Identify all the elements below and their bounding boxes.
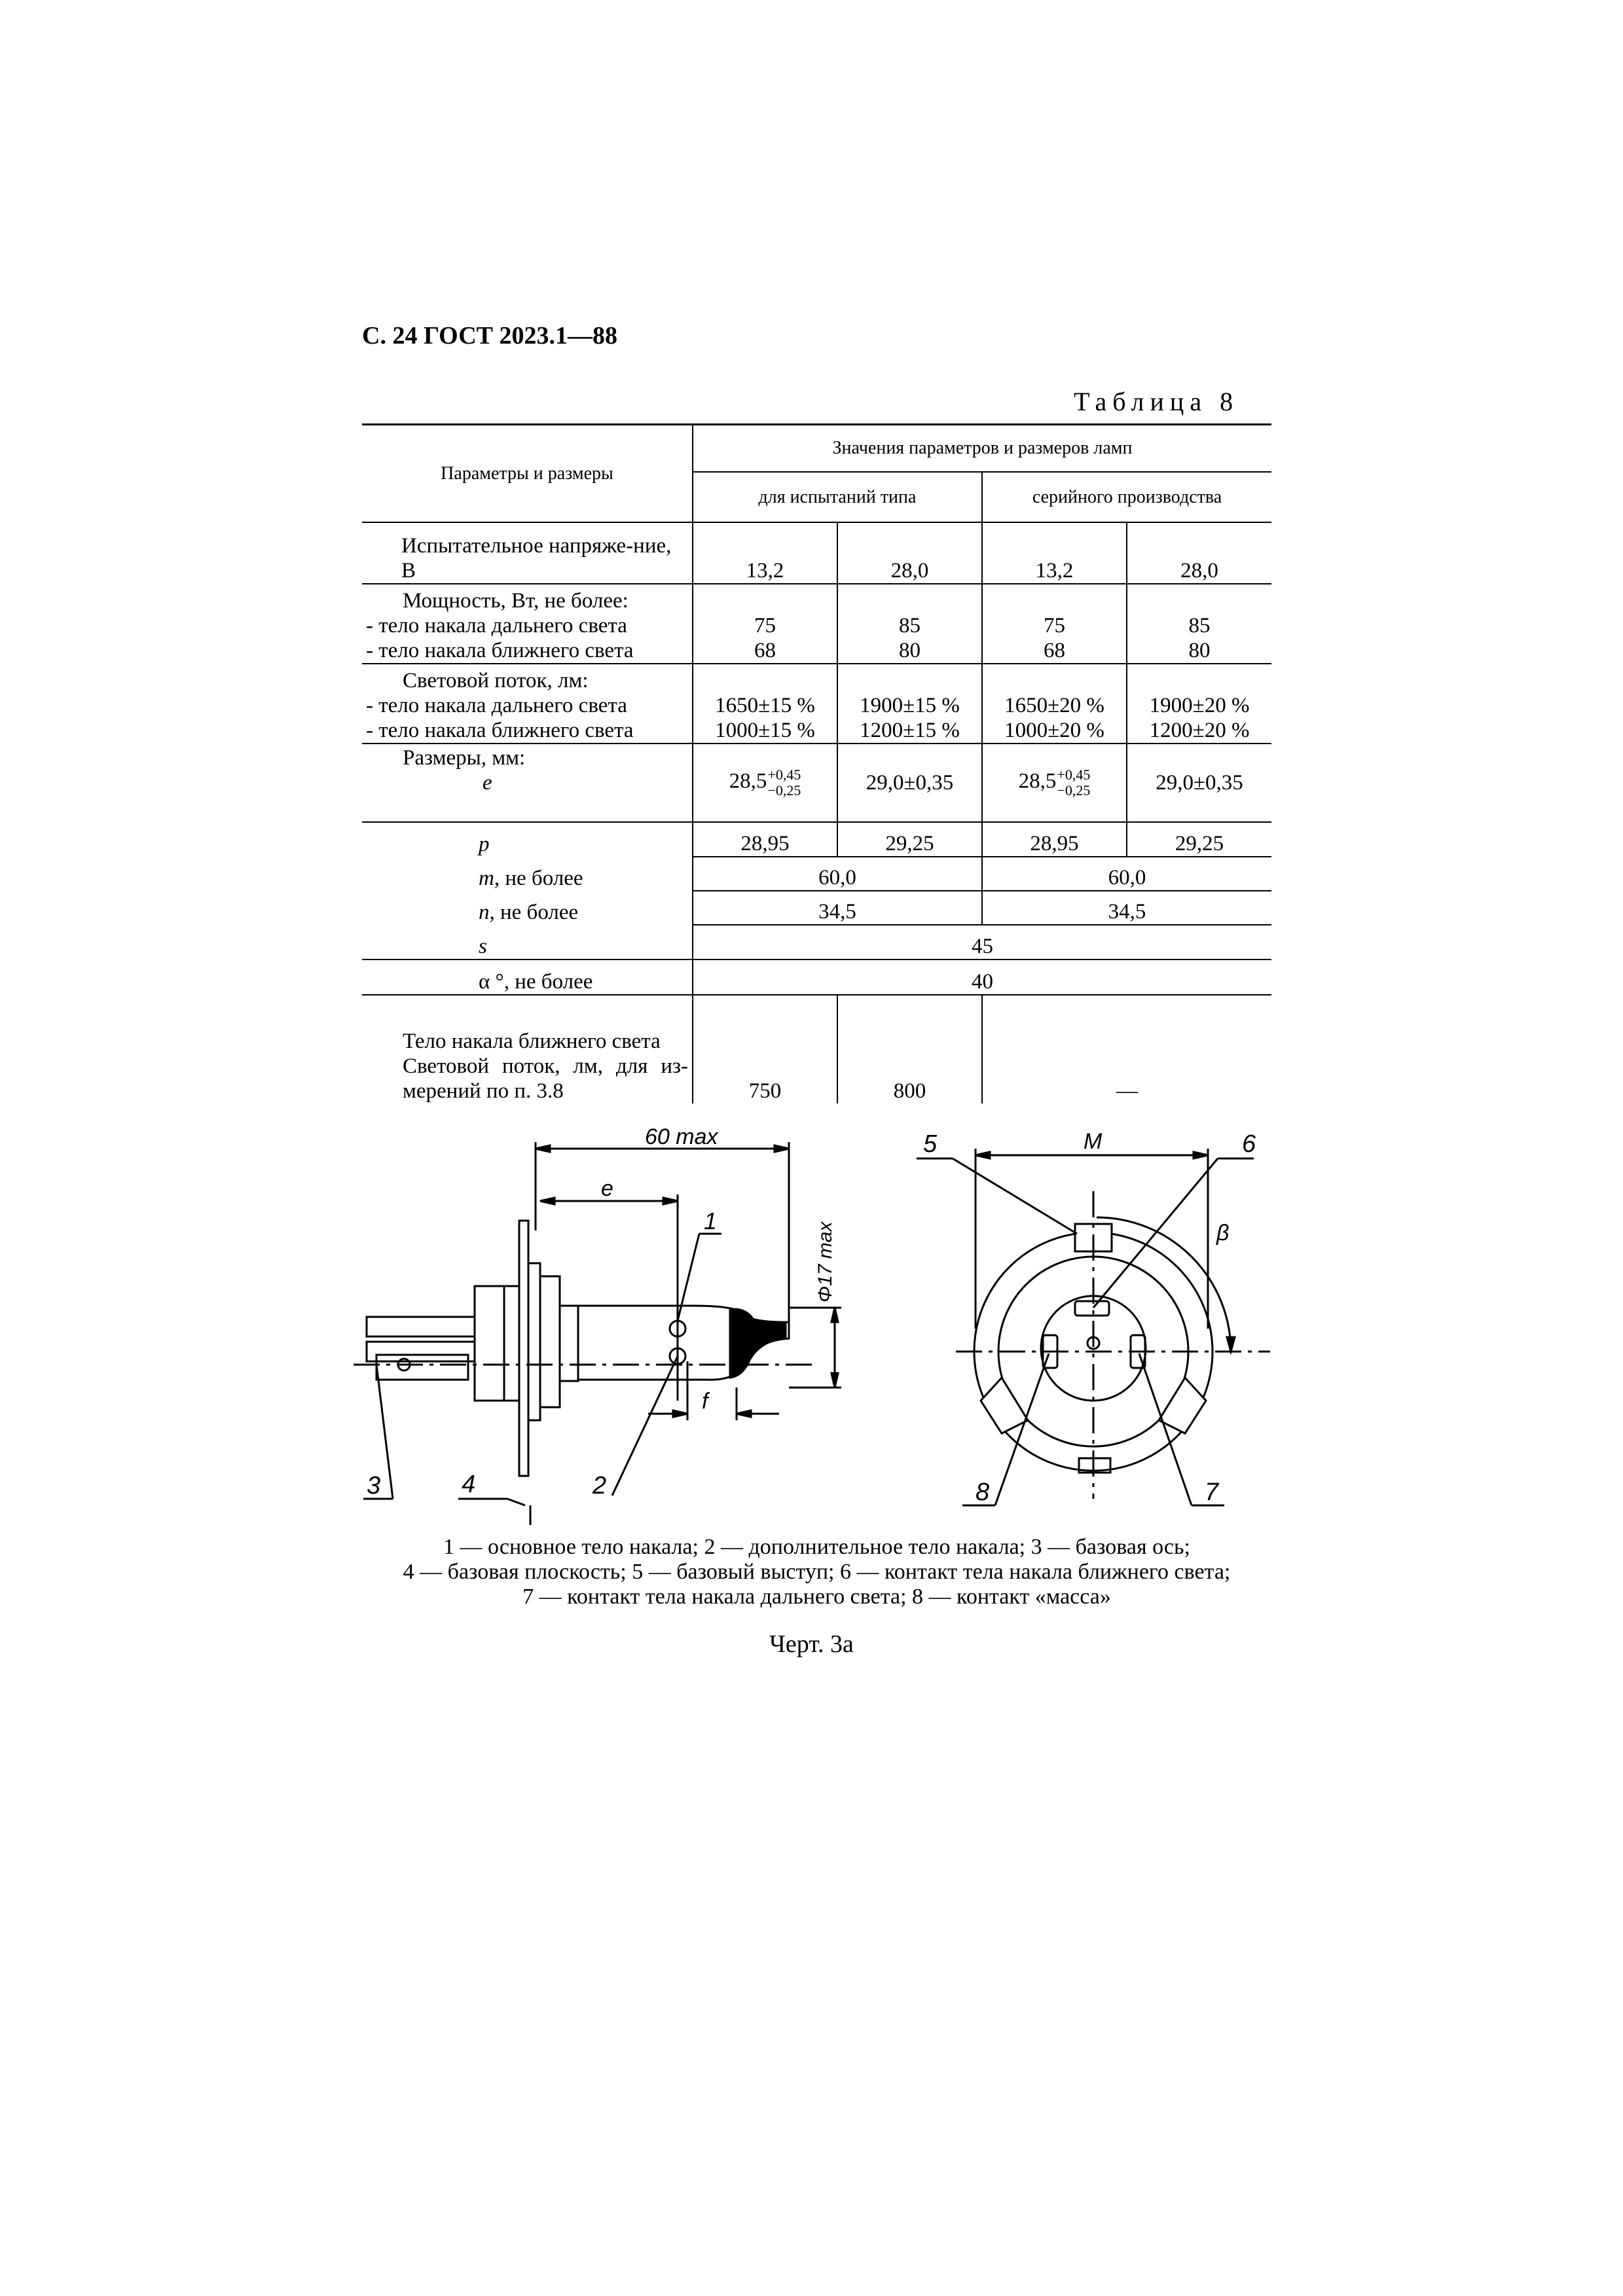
row-label-low-beam: Тело накала ближнего света — [403, 1030, 661, 1053]
tolerance-minus: −0,25 — [767, 782, 801, 798]
cell: 80 — [899, 639, 921, 662]
cell: 34,5 — [982, 891, 1271, 925]
lamp-end-view-drawing — [903, 1113, 1283, 1518]
callout-7: 7 — [1205, 1479, 1219, 1506]
cell: 1650±15 % — [715, 694, 815, 717]
legend-line: 7 — контакт тела накала дальнего света; 8 — контакт «масса» — [522, 1585, 1111, 1609]
col-header-values: Значения параметров и размеров ламп — [693, 425, 1271, 473]
col-header-serial: серийного производства — [982, 472, 1271, 522]
cell: 29,25 — [837, 822, 982, 857]
table-row — [362, 822, 1271, 857]
callout-8: 8 — [976, 1479, 990, 1506]
table-row — [362, 744, 1271, 822]
angle-beta-label: β — [1216, 1221, 1230, 1246]
cell: 28,95 — [693, 822, 837, 857]
table-caption: Таблица 8 — [1074, 387, 1239, 416]
cell: 45 — [693, 925, 1271, 960]
legend-line: 4 — базовая плоскость; 5 — базовый выступ; 6 — контакт тела накала ближнего света; — [403, 1560, 1231, 1584]
dim-phi17-label: Φ17 max — [814, 1221, 836, 1302]
callout-3: 3 — [367, 1472, 381, 1499]
dim-f-label: f — [702, 1389, 708, 1414]
row-label-power: Мощность, Вт, не более: — [403, 589, 629, 613]
cell: 1000±20 % — [1004, 719, 1104, 742]
cell: 80 — [1188, 639, 1211, 662]
row-label-n: n — [479, 901, 490, 924]
row-label-e: e — [483, 771, 492, 795]
callout-6: 6 — [1242, 1130, 1256, 1158]
cell: 1200±20 % — [1149, 719, 1250, 742]
table-row — [362, 664, 1271, 744]
tolerance-plus: +0,45 — [1057, 766, 1091, 783]
parameters-table — [362, 423, 1271, 1103]
table-row — [362, 960, 1271, 995]
cell: 29,25 — [1127, 822, 1271, 857]
cell: 800 — [837, 995, 982, 1103]
lamp-side-view-drawing — [354, 1113, 864, 1532]
cell: 29,0±0,35 — [1127, 744, 1271, 822]
table-row — [362, 857, 1271, 891]
cell: 13,2 — [982, 522, 1127, 584]
row-label-alpha: α °, не более — [362, 960, 693, 995]
cell: 75 — [1044, 614, 1065, 637]
col-header-params: Параметры и размеры — [362, 425, 693, 523]
cell: 13,2 — [693, 522, 837, 584]
cell: 60,0 — [982, 857, 1271, 891]
cell: 75 — [754, 614, 776, 637]
cell: 750 — [693, 995, 837, 1103]
tolerance-minus: −0,25 — [1057, 782, 1091, 798]
row-sublabel: - тело накала ближнего света — [366, 719, 634, 742]
row-label-s: s — [362, 925, 693, 960]
cell: 28,0 — [837, 522, 982, 584]
row-sublabel: - тело накала ближнего света — [366, 639, 634, 662]
row-label-m: m — [479, 867, 494, 890]
cell: 40 — [693, 960, 1271, 995]
cell: 28,5 — [729, 769, 767, 793]
cell: 1200±15 % — [860, 719, 960, 742]
table-row — [362, 995, 1271, 1103]
tolerance-plus: +0,45 — [767, 766, 801, 783]
callout-2: 2 — [593, 1472, 607, 1499]
callout-4: 4 — [462, 1471, 476, 1498]
row-sublabel: - тело накала дальнего света — [366, 614, 627, 637]
table-row — [362, 891, 1271, 925]
row-label-suffix: , не более — [489, 901, 579, 924]
cell: 1000±15 % — [715, 719, 815, 742]
dim-m-label: M — [1084, 1129, 1103, 1154]
callout-5: 5 — [923, 1130, 938, 1158]
cell: 28,95 — [982, 822, 1127, 857]
cell: 1900±20 % — [1149, 694, 1250, 717]
dim-60max-label: 60 max — [645, 1124, 718, 1149]
cell: 68 — [754, 639, 776, 662]
cell: 68 — [1044, 639, 1065, 662]
table-row — [362, 584, 1271, 664]
figure-legend — [362, 1535, 1271, 1609]
row-label-suffix: , не более — [494, 867, 583, 890]
cell: 34,5 — [693, 891, 982, 925]
page-header: С. 24 ГОСТ 2023.1—88 — [362, 322, 617, 350]
legend-line: 1 — основное тело накала; 2 — дополнительное тело накала; 3 — базовая ось; — [443, 1535, 1190, 1559]
table-row — [362, 522, 1271, 584]
cell: 1650±20 % — [1004, 694, 1104, 717]
cell: — — [1116, 1079, 1138, 1103]
cell: 28,5 — [1018, 769, 1057, 793]
cell: 85 — [899, 614, 921, 637]
row-label-low-beam-flux: Световой поток, лм, для из-мерений по п. 3.8 — [403, 1054, 688, 1103]
col-header-type-test: для испытаний типа — [693, 472, 982, 522]
figure-caption: Черт. 3а — [769, 1630, 854, 1658]
callout-1: 1 — [704, 1208, 718, 1234]
dim-e-label: e — [601, 1176, 613, 1201]
row-label-dims: Размеры, мм: — [403, 746, 526, 770]
table-row — [362, 925, 1271, 960]
row-label-p: p — [362, 822, 693, 857]
cell: 1900±15 % — [860, 694, 960, 717]
row-sublabel: - тело накала дальнего света — [366, 694, 627, 717]
cell: 60,0 — [693, 857, 982, 891]
cell: 29,0±0,35 — [837, 744, 982, 822]
cell: 85 — [1188, 614, 1211, 637]
row-label-voltage: Испытательное напряже-ние, В — [362, 522, 693, 584]
row-label-flux: Световой поток, лм: — [403, 669, 589, 692]
cell: 28,0 — [1127, 522, 1271, 584]
